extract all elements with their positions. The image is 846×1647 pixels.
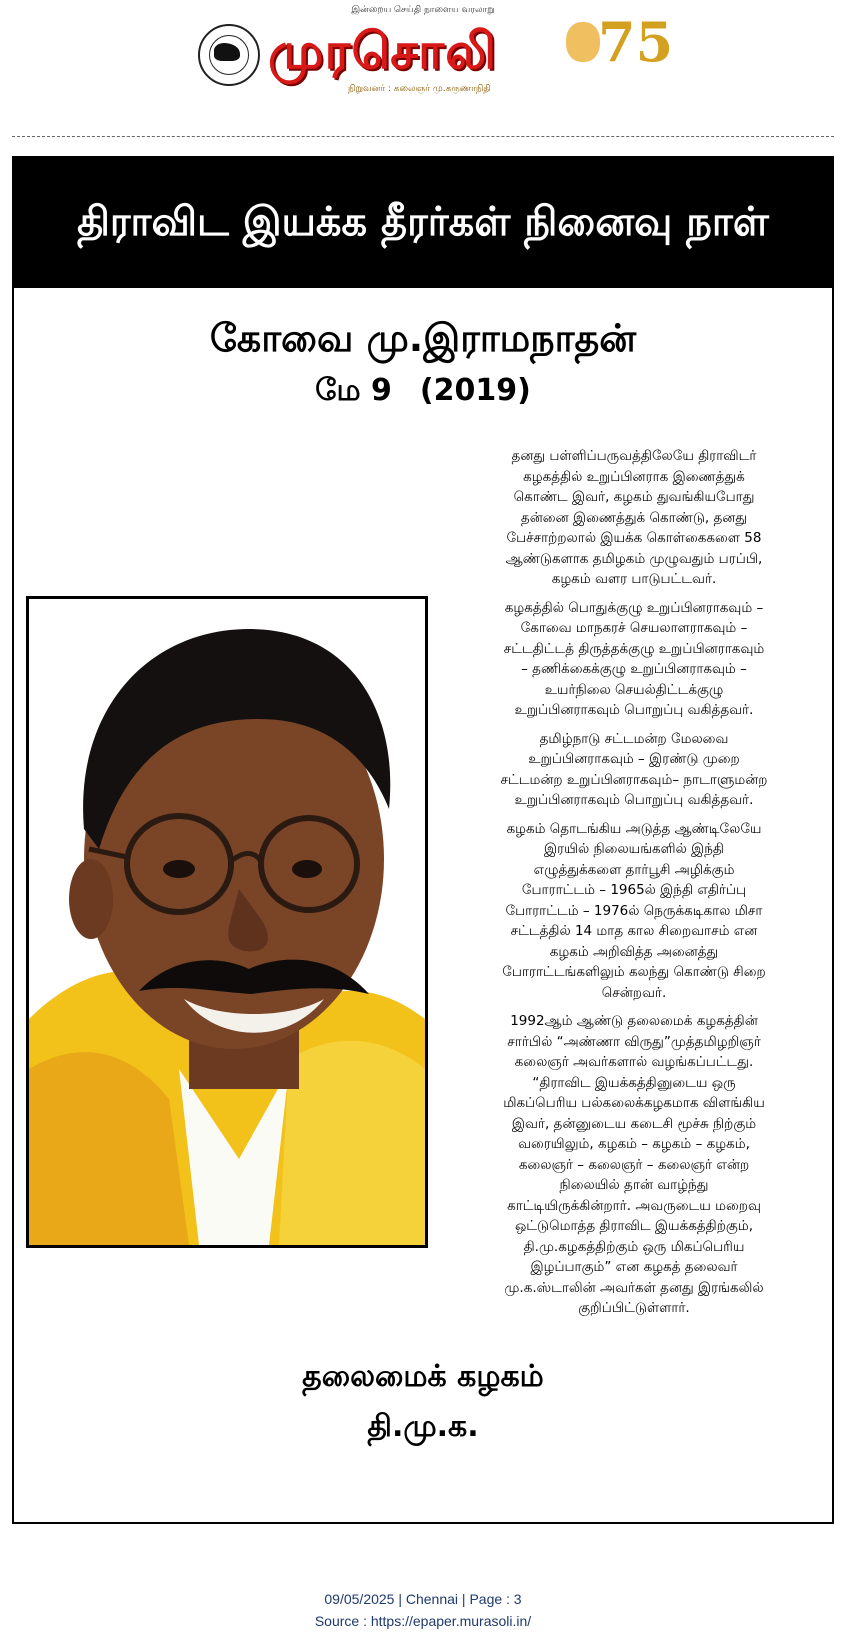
portrait-photo — [26, 596, 428, 1248]
bio-paragraph: தனது பள்ளிப்பருவத்திலேயே திராவிடர் கழகத்தில் உறுப்பினராக இணைத்துக் கொண்ட இவர், கழகம் துவங்கியபோது தன்னை இணைத்துக் கொண்டு, தனது பேச்சாற்றலால் இயக்க கொள்கைகளை 58 ஆண்டுகளாக தமிழகம் முழுவதும் பரப்பி, கழகம் வளர பாடுபட்டவர். — [505, 448, 763, 587]
bio-paragraph: கழகம் தொடங்கிய அடுத்த ஆண்டிலேயே இரயில் நிலையங்களில் இந்தி எழுத்துக்களை தார்பூசி அழிக்கும் போராட்டம் – 1965ல் இந்தி எதிர்ப்பு போராட்டம் – 1976ல் நெருக்கடிகால மிசா சட்டத்தில் 14 மாத கால சிறைவாசம் என கழகம் அறிவித்த அனைத்து போராட்டங்களிலும் கலந்து கொண்டு சிறை சென்றவர். — [502, 820, 766, 1001]
signature-party: தி.மு.க. — [367, 1409, 479, 1444]
party-seal-icon — [198, 24, 260, 86]
memorial-date — [14, 368, 832, 414]
biography-column — [438, 446, 830, 1327]
bio-paragraph: கழகத்தில் பொதுக்குழு உறுப்பினராகவும் – கோவை மாநகரச் செயலாளராகவும் – சட்டதிட்டத் திருத்தக்குழு உறுப்பினராகவும் – தணிக்கைக்குழு உறுப்பினராகவும் – உயர்நிலை செயல்திட்டக்குழு உறுப்பினராகவும் பொறுப்பு வகித்தவர். — [503, 599, 765, 718]
source-link[interactable]: Source : https://epaper.murasoli.in/ — [314, 1613, 532, 1629]
bio-paragraph: 1992ஆம் ஆண்டு தலைமைக் கழகத்தின் சார்பில் “அண்ணா விருது”முத்தமிழறிஞர் கலைஞர் அவர்களால் வழங்கப்பட்டது. “திராவிட இயக்கத்தினுடைய ஒரு மிகப்பெரிய பல்கலைக்கழகமாக விளங்கிய இவர், தன்னுடைய கடைசி மூச்சு நிற்கும் வரையிலும், கழகம் – கழகம் – கழகம், கலைஞர் – கலைஞர் – கலைஞர் என்ற நிலையில் தான் வாழ்ந்து காட்டியிருக்கின்றார். அவருடைய மறைவு ஒட்டுமொத்த திராவிட இயக்கத்திற்கும், தி.மு.கழகத்திற்கும் ஒரு மிகப்பெரிய இழப்பாகும்” என கழகத் தலைவர் மு.க.ஸ்டாலின் அவர்கள் தனது இரங்கலில் குறிப்பிட்டுள்ளார். — [503, 1013, 765, 1316]
anniversary-number: 75 — [598, 10, 674, 74]
divider — [12, 136, 834, 137]
year-text: (2019) — [419, 373, 531, 408]
masthead — [0, 0, 846, 120]
page-footer — [0, 1588, 846, 1632]
anniversary-emblem — [556, 10, 674, 92]
banner-title: திராவிட இயக்க தீரர்கள் நினைவு நாள் — [77, 198, 769, 245]
newspaper-logo: முரசொலி — [268, 22, 497, 80]
memorial-notice — [12, 156, 834, 1524]
portrait-emblem-icon — [566, 22, 600, 62]
notice-banner — [14, 158, 832, 288]
bio-paragraph: தமிழ்நாடு சட்டமன்ற மேலவை உறுப்பினராகவும் – இரண்டு முறை சட்டமன்ற உறுப்பினராகவும்– நாடாளுமன்ற உறுப்பினராகவும் பொறுப்பு வகித்தவர். — [500, 730, 768, 808]
date-text: மே 9 — [315, 373, 392, 408]
signature-organization: தலைமைக் கழகம் — [302, 1359, 544, 1394]
logo-subtitle: நிறுவனர் : கலைஞர் மு.கருணாநிதி — [348, 84, 491, 94]
masthead-tagline: இன்றைய செய்தி நாளைய வரலாறு — [351, 5, 495, 15]
edition-info: 09/05/2025 | Chennai | Page : 3 — [324, 1591, 522, 1607]
person-name: கோவை மு.இராமநாதன் — [209, 316, 637, 360]
